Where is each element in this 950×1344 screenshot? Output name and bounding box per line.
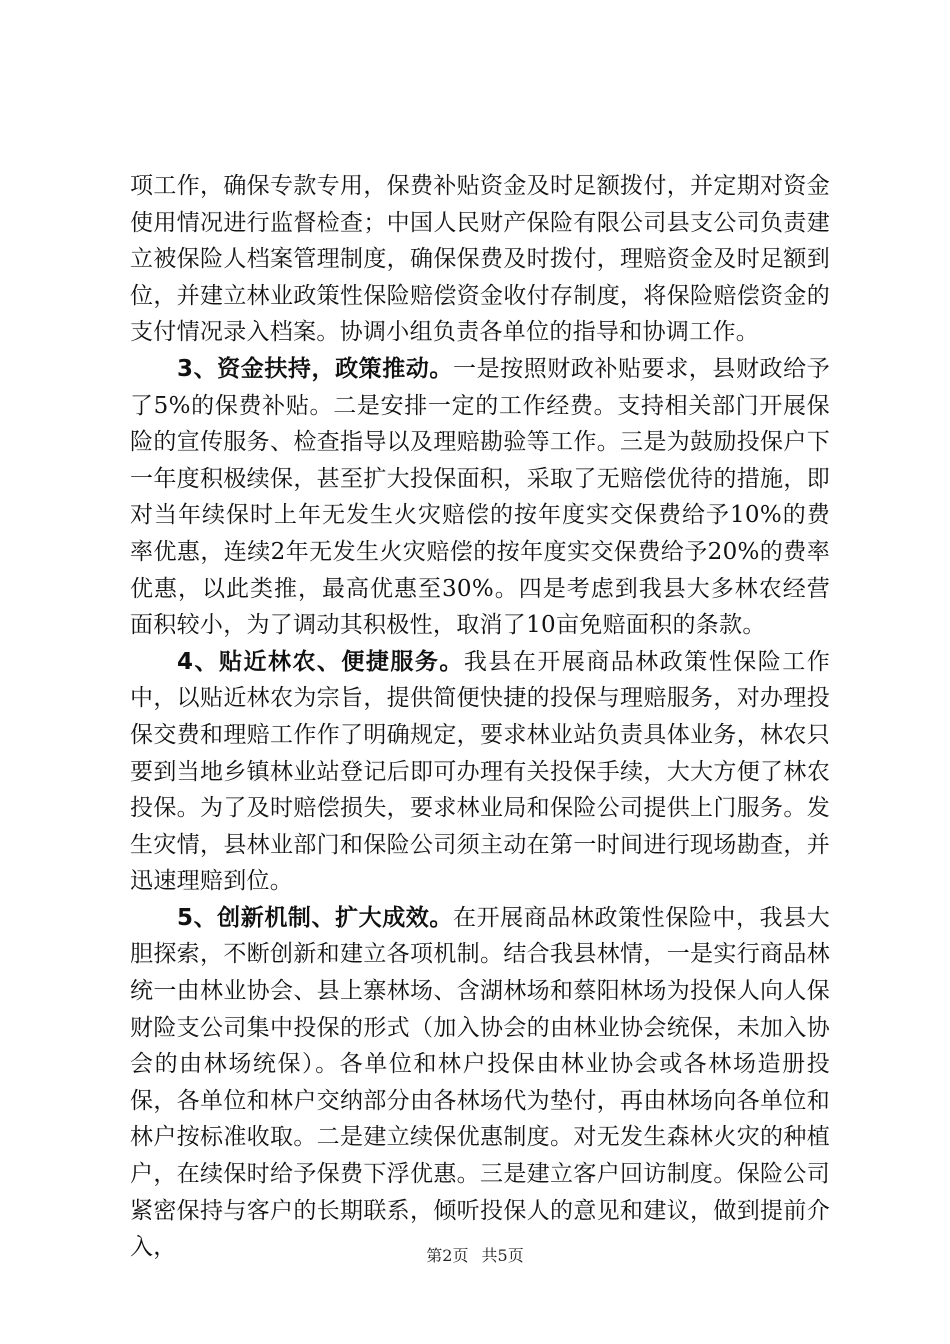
paragraph-4-text: 在开展商品林政策性保险中，我县大胆探索，不断创新和建立各项机制。结合我县林情，一是实行商品林统一由林业协会、县上寨林场、含湖林场和蔡阳林场为投保人向人保财险支公司集中投保的形式（加入协会的由林业协会统保，未加入协会的由林场统保）。各单位和林户投保由林业协会或各林场造册投保，各单位和林户交纳部分由各林场代为垫付，再由林场向各单位和林户按标准收取。二是建立续保优惠制度。对无发生森林火灾的种植户，在续保时给予保费下浮优惠。三是建立客户回访制度。保险公司紧密保持与客户的长期联系，倾听投保人的意见和建议，做到提前介入， — [130, 904, 830, 1261]
paragraph-2 — [130, 351, 830, 644]
paragraph-3-heading: 4、贴近林农、便捷服务。 — [177, 648, 464, 675]
paragraph-4 — [130, 900, 830, 1266]
page-footer — [0, 1243, 950, 1266]
paragraph-1 — [130, 168, 830, 351]
paragraph-3-text: 我县在开展商品林政策性保险工作中，以贴近林农为宗旨，提供简便快捷的投保与理赔服务，对办理投保交费和理赔工作作了明确规定，要求林业站负责具体业务，林农只要到当地乡镇林业站登记后即可办理有关投保手续，大大方便了林农投保。为了及时赔偿损失，要求林业局和保险公司提供上门服务。发生灾情，县林业部门和保险公司须主动在第一时间进行现场勘查，并迅速理赔到位。 — [130, 648, 831, 895]
paragraph-2-heading: 3、资金扶持，政策推动。 — [177, 355, 453, 382]
page-number: 第2页 — [426, 1246, 469, 1265]
paragraph-1-text: 项工作，确保专款专用，保费补贴资金及时足额拨付，并定期对资金使用情况进行监督检查；中国人民财产保险有限公司县支公司负责建立被保险人档案管理制度，确保保费及时拨付，理赔资金及时足额到位，并建立林业政策性保险赔偿资金收付存制度，将保险赔偿资金的支付情况录入档案。协调小组负责各单位的指导和协调工作。 — [130, 173, 830, 346]
paragraph-4-heading: 5、创新机制、扩大成效。 — [177, 904, 453, 931]
paragraph-3 — [130, 644, 830, 900]
document-body — [130, 168, 830, 1266]
page-total: 共5页 — [481, 1246, 524, 1265]
paragraph-2-text: 一是按照财政补贴要求，县财政给予了5%的保费补贴。二是安排一定的工作经费。支持相关部门开展保险的宣传服务、检查指导以及理赔勘验等工作。三是为鼓励投保户下一年度积极续保，甚至扩大投保面积，采取了无赔偿优待的措施，即对当年续保时上年无发生火灾赔偿的按年度实交保费给予10%的费率优惠，连续2年无发生火灾赔偿的按年度实交保费给予20%的费率优惠，以此类推，最高优惠至30%。四是考虑到我县大多林农经营面积较小，为了调动其积极性，取消了10亩免赔面积的条款。 — [130, 355, 830, 639]
